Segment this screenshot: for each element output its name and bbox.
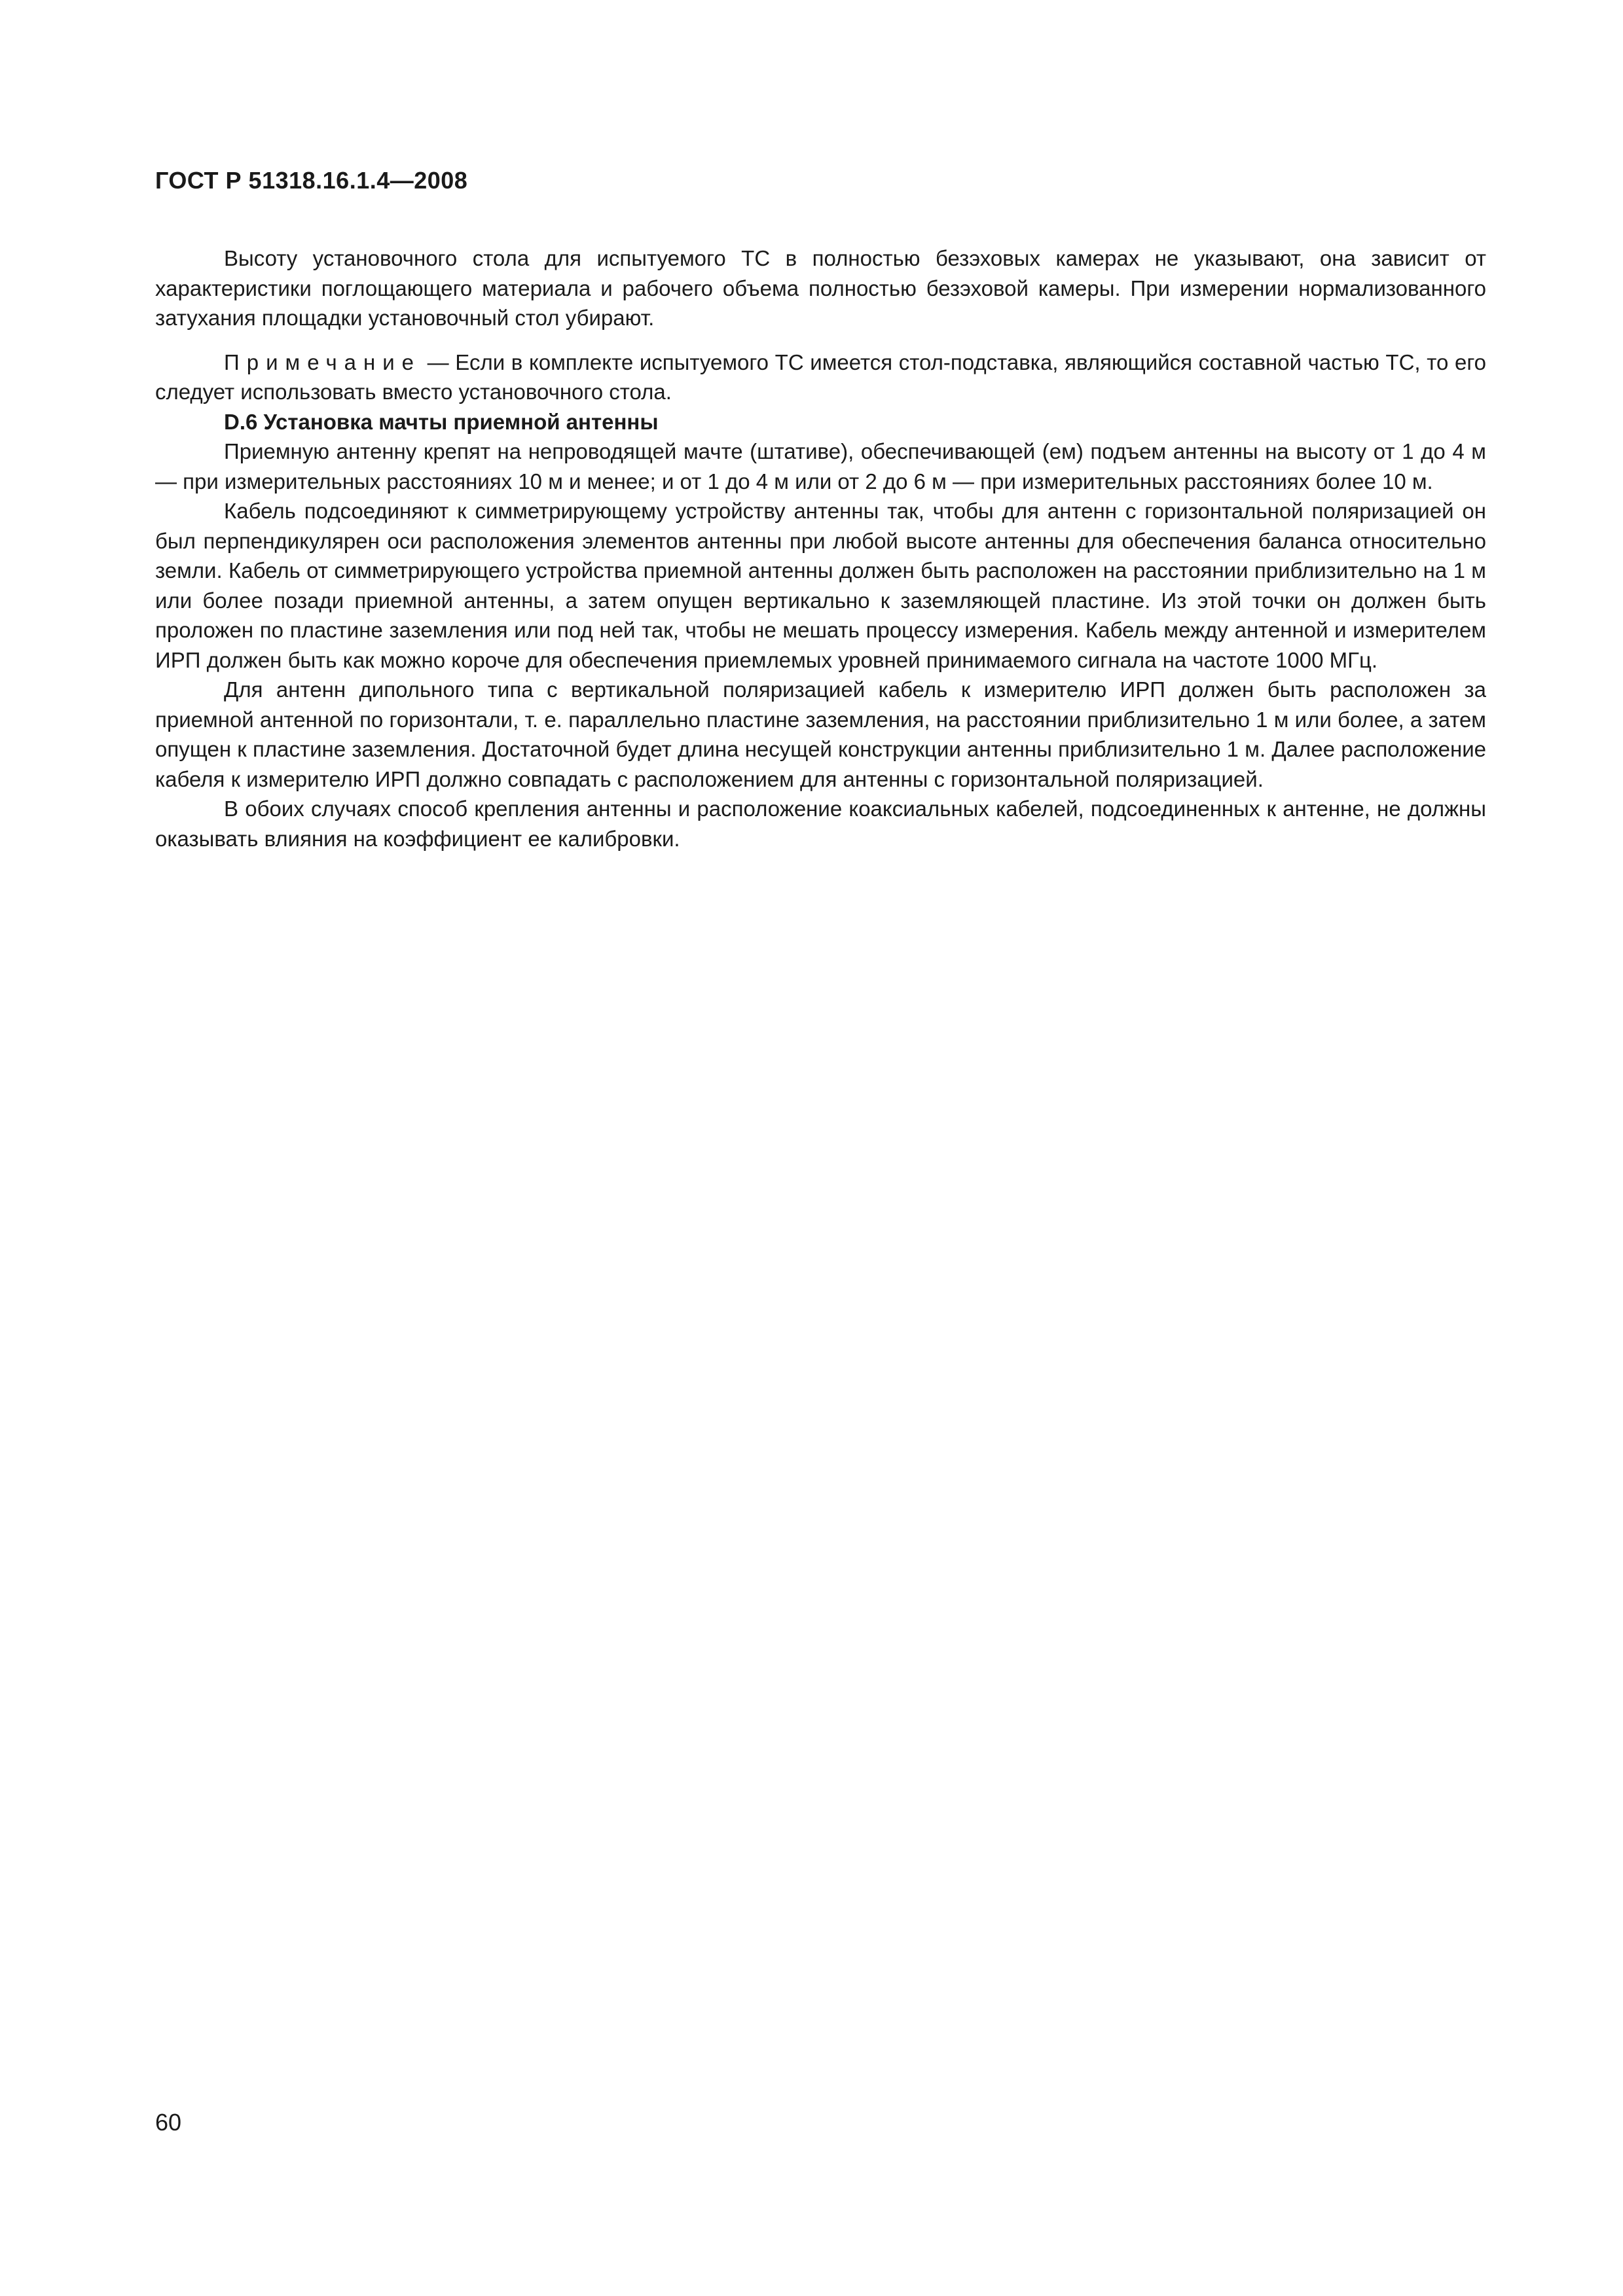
note-label: Примечание <box>224 350 422 374</box>
paragraph-cable-horizontal: Кабель подсоединяют к симметрирующему устройству антенны так, чтобы для антенн с горизонтальной поляризацией он был перпендикулярен оси расположения элементов антенны при любой высоте антенны для обеспечения баланса относительно земли. Кабель от симметрирующего устройства приемной антенны должен быть расположен на расстоянии приблизительно на 1 м или более позади приемной антенны, а затем опущен вертикально к заземляющей пластине. Из этой точки он должен быть проложен по пластине заземления или под ней так, чтобы не мешать процессу измерения. Кабель между антенной и измерителем ИРП должен быть как можно короче для обеспечения приемлемых уровней принимаемого сигнала на частоте 1000 МГц. <box>155 499 1486 672</box>
document-body <box>155 243 1486 853</box>
section-heading-d6: D.6 Установка мачты приемной антенны <box>224 409 659 434</box>
page-number: 60 <box>155 2109 182 2136</box>
paragraph-mast: Приемную антенну крепят на непроводящей мачте (штативе), обеспечивающей (ем) подъем антенны на высоту от 1 до 4 м — при измерительных расстояниях 10 м и менее; и от 1 до 4 м или от 2 до 6 м — при измерительных расстояниях более 10 м. <box>155 439 1486 493</box>
note-text: — Если в комплекте испытуемого ТС имеется стол-подставка, являющийся составной частью ТС, то его следует использовать вместо установочного стола. <box>155 350 1486 404</box>
paragraph-cable-vertical: Для антенн дипольного типа с вертикальной поляризацией кабель к измерителю ИРП должен быть расположен за приемной антенной по горизонтали, т. е. параллельно пластине заземления, на расстоянии приблизительно 1 м или более, а затем опущен к пластине заземления. Достаточной будет длина несущей конструкции антенны приблизительно 1 м. Далее расположение кабеля к измерителю ИРП должно совпадать с расположением для антенны с горизонтальной поляризацией. <box>155 677 1486 791</box>
document-header: ГОСТ Р 51318.16.1.4—2008 <box>155 167 468 194</box>
note-paragraph <box>155 348 1486 407</box>
paragraph-table-height: Высоту установочного стола для испытуемого ТС в полностью безэховых камерах не указывают, она зависит от характеристики поглощающего материала и рабочего объема полностью безэховой камеры. При измерении нормализованного затухания площадки установочный стол убирают. <box>155 246 1486 330</box>
paragraph-calibration: В обоих случаях способ крепления антенны и расположение коаксиальных кабелей, подсоединенных к антенне, не должны оказывать влияния на коэффициент ее калибровки. <box>155 797 1486 851</box>
